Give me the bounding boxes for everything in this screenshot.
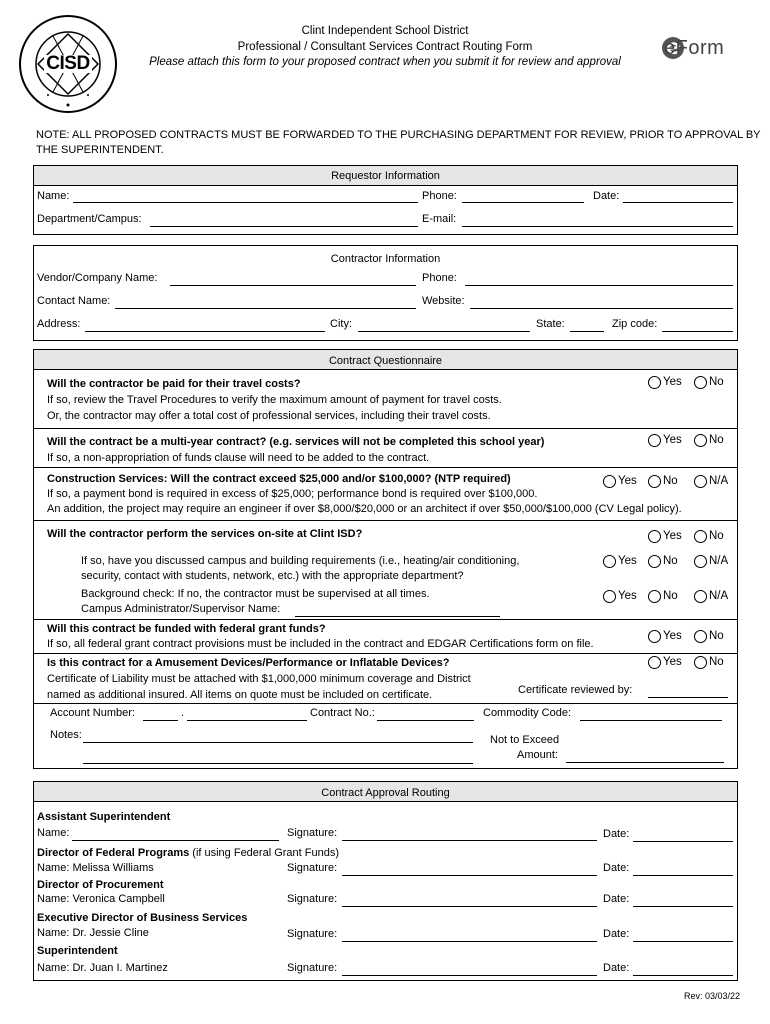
q3-yes-radio[interactable]: Yes bbox=[603, 475, 637, 489]
r5-date-field[interactable] bbox=[633, 975, 733, 976]
r3-date-label: Date: bbox=[603, 893, 630, 905]
q2-line-1: If so, a non-appropriation of funds clause will need to be added to the contract. bbox=[47, 452, 430, 464]
r2-title: Director of Federal Programs bbox=[37, 847, 190, 859]
state-label: State: bbox=[536, 318, 565, 330]
r4-date-label: Date: bbox=[603, 928, 630, 940]
account-number-label: Account Number: bbox=[50, 707, 135, 719]
notes-label: Notes: bbox=[50, 729, 82, 741]
account-number-dot: . bbox=[181, 707, 185, 719]
r4-name: Name: Dr. Jessie Cline bbox=[37, 927, 149, 939]
r3-signature-field[interactable] bbox=[342, 906, 597, 907]
contract-no-label: Contract No.: bbox=[310, 707, 375, 719]
q6-no-radio[interactable]: No bbox=[694, 656, 724, 670]
q4-line-2: security, contact with students, network, etc.) with the appropriate department? bbox=[81, 570, 464, 582]
q6-line-2: named as additional insured. All items on quote must be included on certificate. bbox=[47, 689, 433, 701]
r1-signature-field[interactable] bbox=[342, 840, 597, 841]
q1-text: Will the contractor be paid for their travel costs? bbox=[47, 378, 301, 390]
divider bbox=[33, 653, 738, 654]
q4a-na-radio[interactable]: N/A bbox=[694, 555, 728, 569]
divider bbox=[33, 467, 738, 468]
r5-signature-label: Signature: bbox=[287, 962, 338, 974]
department-label: Department/Campus: bbox=[37, 213, 142, 225]
q4-no-radio[interactable]: No bbox=[694, 530, 724, 544]
r1-name-label: Name: bbox=[37, 827, 70, 839]
divider bbox=[33, 520, 738, 521]
r2-date-field[interactable] bbox=[633, 875, 733, 876]
divider bbox=[33, 619, 738, 620]
q4b-no-radio[interactable]: No bbox=[648, 590, 678, 604]
amount-field[interactable] bbox=[566, 762, 724, 763]
r1-date-label: Date: bbox=[603, 828, 630, 840]
r5-date-label: Date: bbox=[603, 962, 630, 974]
contractor-phone-label: Phone: bbox=[422, 272, 457, 284]
r1-name-field[interactable] bbox=[72, 840, 279, 841]
q2-text: Will the contract be a multi-year contract? (e.g. services will not be completed this school year) bbox=[47, 436, 545, 448]
r1-signature-label: Signature: bbox=[287, 827, 338, 839]
q6-text: Is this contract for a Amusement Devices/Performance or Inflatable Devices? bbox=[47, 657, 450, 669]
district-name: Clint Independent School District bbox=[301, 25, 469, 37]
q5-text: Will this contract be funded with federal grant funds? bbox=[47, 623, 326, 635]
r2-signature-field[interactable] bbox=[342, 875, 597, 876]
not-to-exceed-label: Not to Exceed bbox=[490, 734, 560, 746]
cert-reviewed-field[interactable] bbox=[648, 697, 728, 698]
q3-text: Construction Services: Will the contract exceed $25,000 and/or $100,000? (NTP required) bbox=[47, 473, 511, 485]
address-field[interactable] bbox=[85, 331, 325, 332]
q4-line-3: Background check: If no, the contractor must be supervised at all times. bbox=[81, 588, 430, 600]
r2-name: Name: Melissa Williams bbox=[37, 862, 154, 874]
website-field[interactable] bbox=[470, 308, 733, 309]
form-instruction: Please attach this form to your proposed contract when you submit it for review and approval bbox=[149, 56, 621, 68]
vendor-label: Vendor/Company Name: bbox=[37, 272, 158, 284]
q1-line-2: Or, the contractor may offer a total cost of professional services, including their travel costs. bbox=[47, 410, 491, 422]
contact-name-field[interactable] bbox=[115, 308, 416, 309]
q4a-yes-radio[interactable]: Yes bbox=[603, 555, 637, 569]
q4a-no-radio[interactable]: No bbox=[648, 555, 678, 569]
requestor-email-label: E-mail: bbox=[422, 213, 457, 225]
supervisor-name-field[interactable] bbox=[295, 616, 500, 617]
q3-line-2: An addition, the project may require an engineer if over $8,000/$20,000 or an architect if over $50,000/$100,000 (CV Legal policy). bbox=[47, 503, 682, 515]
r3-date-field[interactable] bbox=[633, 906, 733, 907]
zip-field[interactable] bbox=[662, 331, 733, 332]
contractor-phone-field[interactable] bbox=[465, 285, 733, 286]
city-label: City: bbox=[330, 318, 352, 330]
divider bbox=[33, 428, 738, 429]
district-seal bbox=[18, 14, 118, 114]
r5-name: Name: Dr. Juan I. Martinez bbox=[37, 962, 168, 974]
q6-yes-radio[interactable]: Yes bbox=[648, 656, 682, 670]
r5-title: Superintendent bbox=[37, 945, 118, 957]
q1-no-radio[interactable]: No bbox=[694, 376, 724, 390]
q5-no-radio[interactable]: No bbox=[694, 630, 724, 644]
divider bbox=[33, 703, 738, 704]
logo-text: CISD bbox=[46, 53, 90, 74]
website-label: Website: bbox=[422, 295, 465, 307]
note-line-1: NOTE: ALL PROPOSED CONTRACTS MUST BE FORWARDED TO THE PURCHASING DEPARTMENT FOR REVIEW, PRIOR TO APPROVAL BY bbox=[36, 129, 761, 141]
requestor-title: Requestor Information bbox=[34, 166, 737, 186]
q1-yes-radio[interactable]: Yes bbox=[648, 376, 682, 390]
q4-yes-radio[interactable]: Yes bbox=[648, 530, 682, 544]
r3-title: Director of Procurement bbox=[37, 879, 164, 891]
requestor-date-field[interactable] bbox=[623, 202, 733, 203]
contact-name-label: Contact Name: bbox=[37, 295, 111, 307]
notes-field-1[interactable] bbox=[83, 742, 473, 743]
notes-field-2[interactable] bbox=[83, 763, 473, 764]
eform-logo bbox=[660, 35, 740, 63]
q2-no-radio[interactable]: No bbox=[694, 434, 724, 448]
revision-date: Rev: 03/03/22 bbox=[684, 991, 741, 1001]
r1-title: Assistant Superintendent bbox=[37, 811, 171, 823]
q5-yes-radio[interactable]: Yes bbox=[648, 630, 682, 644]
requestor-phone-field[interactable] bbox=[462, 202, 584, 203]
r4-signature-field[interactable] bbox=[342, 941, 597, 942]
contract-no-field[interactable] bbox=[377, 720, 474, 721]
q5-line-1: If so, all federal grant contract provisions must be included in the contract and EDGAR Certifications form on file. bbox=[47, 638, 594, 650]
amount-label: Amount: bbox=[517, 749, 558, 761]
state-field[interactable] bbox=[570, 331, 604, 332]
r2-note: (if using Federal Grant Funds) bbox=[189, 847, 340, 859]
q3-na-radio[interactable]: N/A bbox=[694, 475, 728, 489]
q1-line-1: If so, review the Travel Procedures to verify the maximum amount of payment for travel costs. bbox=[47, 394, 502, 406]
q4-text: Will the contractor perform the services on-site at Clint ISD? bbox=[47, 528, 363, 540]
routing-title: Contract Approval Routing bbox=[34, 782, 737, 802]
r1-date-field[interactable] bbox=[633, 841, 733, 842]
questionnaire-title: Contract Questionnaire bbox=[34, 350, 737, 370]
r2-title-row bbox=[37, 847, 339, 860]
eform-brand-text: eForm bbox=[664, 37, 725, 59]
q3-line-1: If so, a payment bond is required in excess of $25,000; performance bond is required over $100,000. bbox=[47, 488, 538, 500]
vendor-field[interactable] bbox=[170, 285, 416, 286]
r2-date-label: Date: bbox=[603, 862, 630, 874]
address-label: Address: bbox=[37, 318, 81, 330]
form-title: Professional / Consultant Services Contract Routing Form bbox=[237, 41, 533, 53]
contractor-title: Contractor Information bbox=[34, 246, 737, 270]
account-number-field-2[interactable] bbox=[187, 720, 307, 721]
requestor-name-field[interactable] bbox=[73, 202, 418, 203]
r3-signature-label: Signature: bbox=[287, 893, 338, 905]
city-field[interactable] bbox=[358, 331, 530, 332]
q3-no-radio[interactable]: No bbox=[648, 475, 678, 489]
r3-name: Name: Veronica Campbell bbox=[37, 893, 165, 905]
cert-reviewed-label: Certificate reviewed by: bbox=[518, 684, 633, 696]
q4-line-4: Campus Administrator/Supervisor Name: bbox=[81, 603, 281, 615]
requestor-date-label: Date: bbox=[593, 190, 620, 202]
q4b-yes-radio[interactable]: Yes bbox=[603, 590, 637, 604]
commodity-code-field[interactable] bbox=[580, 720, 722, 721]
requestor-name-label: Name: bbox=[37, 190, 70, 202]
q4b-na-radio[interactable]: N/A bbox=[694, 590, 728, 604]
r5-signature-field[interactable] bbox=[342, 975, 597, 976]
zip-label: Zip code: bbox=[612, 318, 658, 330]
r4-title: Executive Director of Business Services bbox=[37, 912, 248, 924]
requestor-email-field[interactable] bbox=[462, 226, 733, 227]
q2-yes-radio[interactable]: Yes bbox=[648, 434, 682, 448]
commodity-code-label: Commodity Code: bbox=[483, 707, 572, 719]
note-line-2: THE SUPERINTENDENT. bbox=[36, 144, 164, 156]
account-number-field-1[interactable] bbox=[143, 720, 178, 721]
q4-line-1: If so, have you discussed campus and building requirements (i.e., heating/air conditioning, bbox=[81, 555, 520, 567]
department-field[interactable] bbox=[150, 226, 418, 227]
r2-signature-label: Signature: bbox=[287, 862, 338, 874]
q6-line-1: Certificate of Liability must be attached with $1,000,000 minimum coverage and District bbox=[47, 673, 471, 685]
r4-date-field[interactable] bbox=[633, 941, 733, 942]
r4-signature-label: Signature: bbox=[287, 928, 338, 940]
requestor-phone-label: Phone: bbox=[422, 190, 457, 202]
